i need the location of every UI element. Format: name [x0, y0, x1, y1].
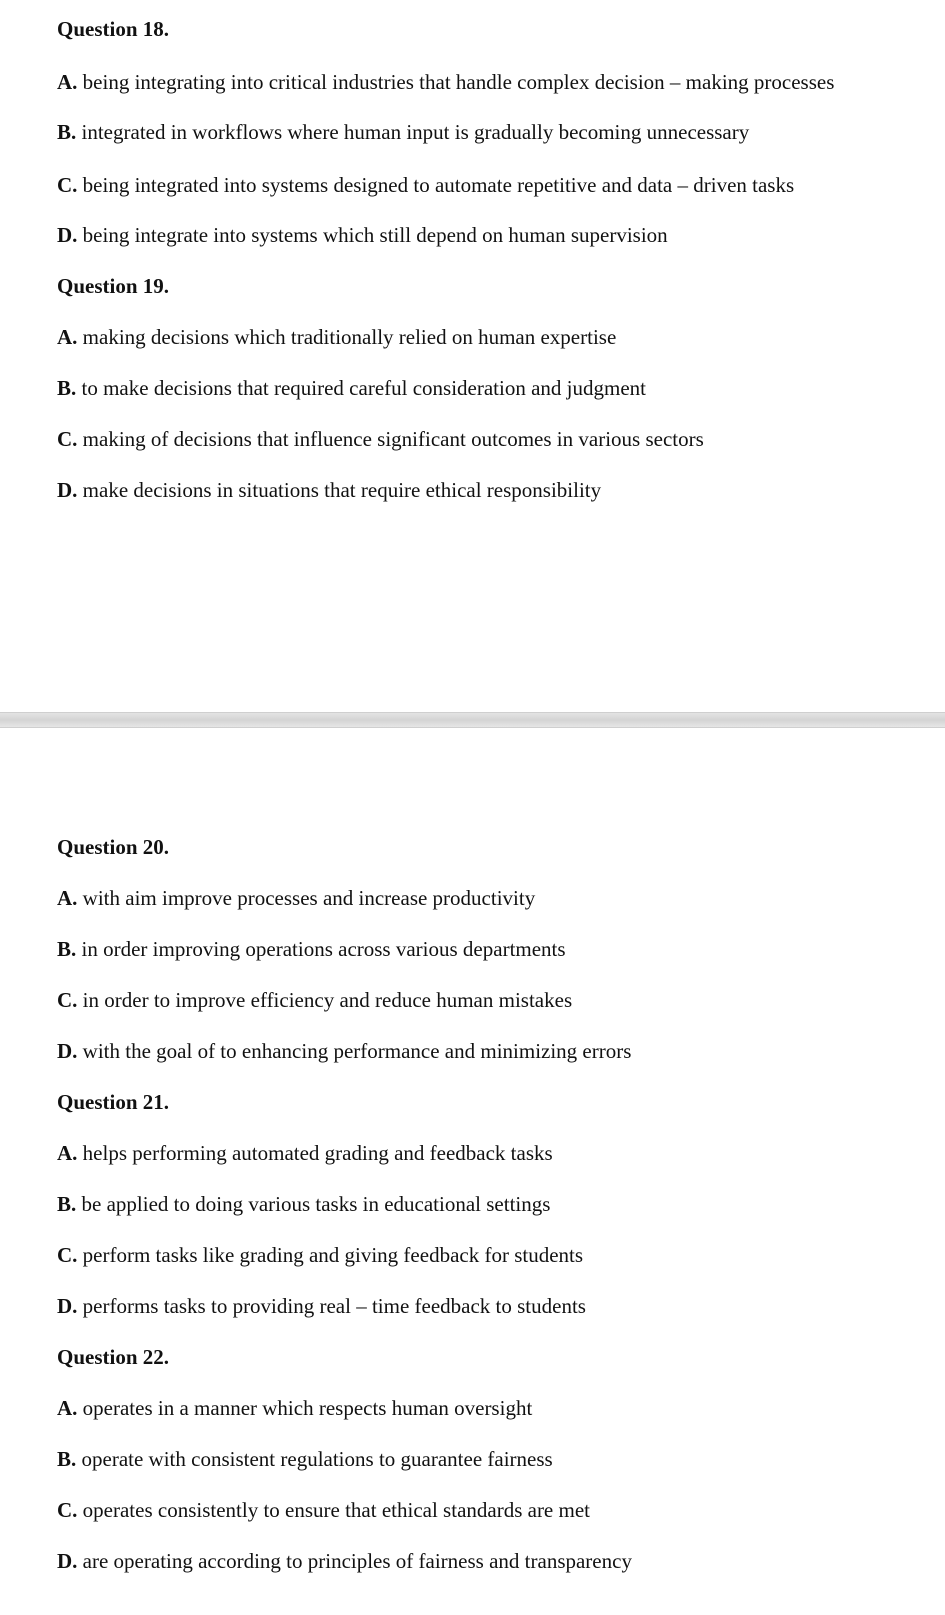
option-letter: A. — [57, 886, 78, 910]
option-a — [57, 324, 869, 350]
option-letter: A. — [57, 325, 78, 349]
option-text: operates in a manner which respects human oversight — [77, 1396, 533, 1420]
option-text: operates consistently to ensure that ethical standards are met — [77, 1498, 590, 1522]
option-text: are operating according to principles of fairness and transparency — [77, 1549, 632, 1573]
option-a — [57, 1395, 869, 1421]
option-text: to make decisions that required careful consideration and judgment — [76, 376, 646, 400]
option-letter: C. — [57, 1498, 78, 1522]
option-letter: A. — [57, 1396, 78, 1420]
option-d — [57, 222, 869, 248]
option-c — [57, 1497, 869, 1523]
option-b — [57, 375, 869, 401]
option-letter: A. — [57, 70, 78, 94]
question-title: Question 22. — [57, 1345, 170, 1369]
question-title: Question 18. — [57, 17, 170, 41]
option-letter: B. — [57, 937, 77, 961]
option-text: being integrated into systems designed to automate repetitive and data – driven tasks — [77, 173, 795, 197]
option-a — [57, 67, 869, 98]
option-d — [57, 1548, 869, 1574]
option-text: perform tasks like grading and giving feedback for students — [77, 1243, 584, 1267]
option-letter: D. — [57, 1549, 78, 1573]
option-text: with the goal of to enhancing performance and minimizing errors — [77, 1039, 632, 1063]
question-title: Question 20. — [57, 835, 170, 859]
option-b — [57, 1446, 869, 1472]
option-letter: C. — [57, 1243, 78, 1267]
option-text: in order to improve efficiency and reduce human mistakes — [77, 988, 573, 1012]
option-letter: B. — [57, 1192, 77, 1216]
option-c — [57, 426, 869, 452]
option-text: integrated in workflows where human input is gradually becoming unnecessary — [76, 120, 750, 144]
option-b — [57, 1191, 869, 1217]
question-title: Question 21. — [57, 1090, 170, 1114]
option-d — [57, 1293, 869, 1319]
question-20 — [57, 834, 869, 1064]
option-text: be applied to doing various tasks in educational settings — [76, 1192, 551, 1216]
option-letter: B. — [57, 1447, 77, 1471]
option-text: operate with consistent regulations to guarantee fairness — [76, 1447, 553, 1471]
option-letter: D. — [57, 223, 78, 247]
document-page-bottom — [0, 728, 945, 1615]
option-c — [57, 170, 869, 201]
option-letter: B. — [57, 120, 77, 144]
option-b — [57, 119, 869, 145]
option-text: being integrating into critical industries that handle complex decision – making processes — [77, 70, 835, 94]
option-text: make decisions in situations that require ethical responsibility — [77, 478, 602, 502]
option-text: with aim improve processes and increase productivity — [77, 886, 536, 910]
option-text: helps performing automated grading and feedback tasks — [77, 1141, 553, 1165]
page-content — [57, 834, 869, 1599]
option-letter: C. — [57, 173, 78, 197]
option-text: in order improving operations across various departments — [76, 937, 566, 961]
question-19 — [57, 273, 869, 503]
option-letter: D. — [57, 1039, 78, 1063]
option-c — [57, 987, 869, 1013]
option-text: making of decisions that influence significant outcomes in various sectors — [77, 427, 704, 451]
option-letter: D. — [57, 1294, 78, 1318]
document-page-top — [0, 0, 945, 712]
page-separator — [0, 712, 945, 728]
page-content — [57, 16, 869, 528]
option-text: performs tasks to providing real – time feedback to students — [77, 1294, 586, 1318]
option-a — [57, 1140, 869, 1166]
option-a — [57, 885, 869, 911]
option-letter: C. — [57, 427, 78, 451]
question-title: Question 19. — [57, 274, 170, 298]
option-b — [57, 936, 869, 962]
option-letter: D. — [57, 478, 78, 502]
option-letter: C. — [57, 988, 78, 1012]
option-c — [57, 1242, 869, 1268]
question-22 — [57, 1344, 869, 1574]
option-letter: A. — [57, 1141, 78, 1165]
option-letter: B. — [57, 376, 77, 400]
option-text: making decisions which traditionally relied on human expertise — [77, 325, 617, 349]
question-18 — [57, 16, 869, 248]
option-text: being integrate into systems which still depend on human supervision — [77, 223, 668, 247]
option-d — [57, 477, 869, 503]
option-d — [57, 1038, 869, 1064]
question-21 — [57, 1089, 869, 1319]
